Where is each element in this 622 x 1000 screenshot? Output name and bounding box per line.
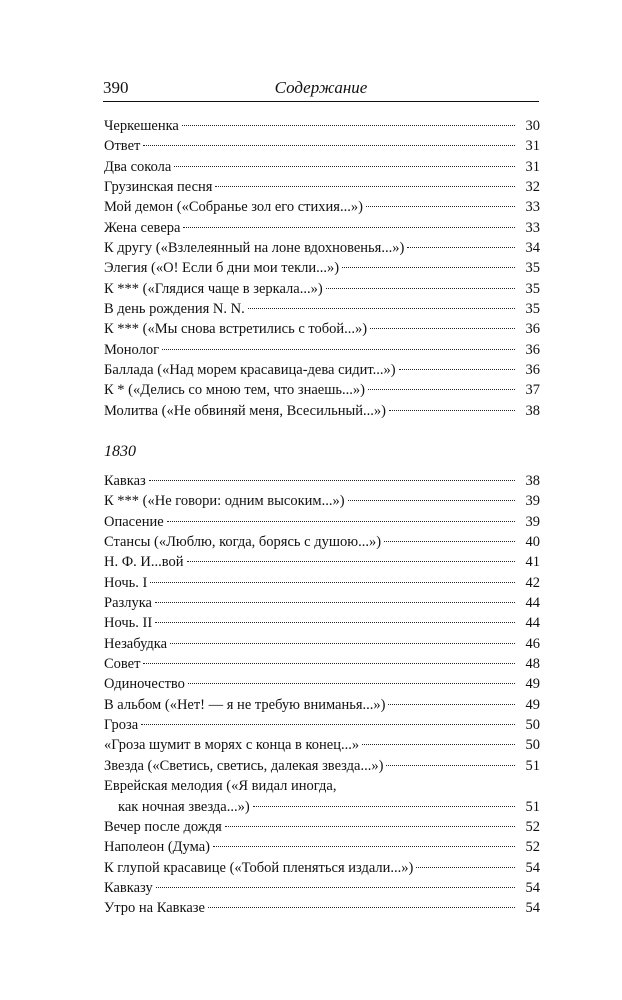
toc-entry-title: К *** («Мы снова встретились с тобой...»): [104, 321, 368, 338]
toc-entry-page: 44: [525, 615, 540, 632]
toc-entry[interactable]: [104, 613, 540, 633]
toc-entry-page: 51: [525, 798, 540, 815]
toc-entry-page: 50: [525, 737, 540, 754]
toc-entry[interactable]: [104, 817, 540, 837]
toc-entry-page: 33: [525, 219, 540, 236]
toc-entry[interactable]: [104, 634, 540, 654]
dot-leader: [225, 826, 515, 827]
toc-entry[interactable]: [104, 380, 540, 400]
toc-entry-page: 52: [525, 818, 540, 835]
header-rule: [103, 101, 539, 102]
toc-entry-title: Гроза: [104, 717, 139, 734]
toc-entry-title: Одиночество: [104, 676, 185, 693]
toc-entry[interactable]: [104, 197, 540, 217]
toc-entry[interactable]: [104, 593, 540, 613]
dot-leader: [143, 145, 515, 146]
toc-entry-page: 50: [525, 717, 540, 734]
toc-entry-line2: [104, 797, 540, 817]
toc-entry-page: 51: [525, 757, 540, 774]
toc-entry-title-line1: Еврейская мелодия («Я видал иногда,: [104, 778, 337, 795]
dot-leader: [174, 166, 515, 167]
dot-leader: [208, 907, 515, 908]
toc-entry-multiline[interactable]: [104, 776, 540, 817]
dot-leader: [348, 500, 515, 501]
toc-entry-title: Ответ: [104, 138, 141, 155]
toc-entry-page: 35: [525, 260, 540, 277]
dot-leader: [407, 247, 515, 248]
toc-entry-title: Жена севера: [104, 219, 181, 236]
toc-entry-title: Совет: [104, 656, 141, 673]
toc-section-1830: [104, 471, 540, 919]
toc-entry[interactable]: [104, 858, 540, 878]
dot-leader: [386, 765, 515, 766]
toc-entry-page: 42: [525, 574, 540, 591]
toc-entry-page: 35: [525, 280, 540, 297]
toc-entry-title: Н. Ф. И...вой: [104, 554, 184, 571]
toc-entry-title: «Гроза шумит в морях с конца в конец...»: [104, 737, 360, 754]
dot-leader: [362, 744, 515, 745]
toc-entry[interactable]: [104, 238, 540, 258]
dot-leader: [389, 410, 515, 411]
toc-entry[interactable]: [104, 552, 540, 572]
dot-leader: [213, 846, 515, 847]
toc-entry-page: 44: [525, 595, 540, 612]
dot-leader: [141, 724, 515, 725]
toc-entry[interactable]: [104, 116, 540, 136]
running-title: Содержание: [274, 78, 368, 97]
toc-entry-title: Вечер после дождя: [104, 818, 222, 835]
toc-entry[interactable]: [104, 878, 540, 898]
toc-entry[interactable]: [104, 837, 540, 857]
toc-entry[interactable]: [104, 756, 540, 776]
dot-leader: [384, 541, 515, 542]
dot-leader: [155, 602, 515, 603]
toc-entry[interactable]: [104, 532, 540, 552]
toc-entry-title: Баллада («Над морем красавица-дева сидит...»): [104, 362, 396, 379]
toc-entry[interactable]: [104, 471, 540, 491]
toc-entry[interactable]: [104, 177, 540, 197]
toc-entry-title: Мой демон («Собранье зол его стихия...»): [104, 199, 363, 216]
toc-entry-title: Кавказ: [104, 473, 146, 489]
toc-entry[interactable]: [104, 218, 540, 238]
toc-entry-title: Кавказу: [104, 879, 153, 896]
dot-leader: [366, 206, 515, 207]
toc-entry-title: К *** («Глядися чаще в зеркала...»): [104, 280, 323, 297]
toc-entry-page: 38: [525, 402, 540, 419]
toc-entry-page: 40: [525, 534, 540, 551]
toc-entry-page: 32: [525, 179, 540, 196]
toc-entry-title: Молитва («Не обвиняй меня, Всесильный...»): [104, 402, 386, 419]
dot-leader: [187, 561, 515, 562]
toc-entry[interactable]: [104, 157, 540, 177]
toc-entry-page: 35: [525, 301, 540, 318]
dot-leader: [149, 480, 515, 481]
toc-entry-title: Утро на Кавказе: [104, 900, 205, 917]
dot-leader: [253, 806, 515, 807]
dot-leader: [215, 186, 515, 187]
toc-entry-page: 49: [525, 676, 540, 693]
dot-leader: [416, 867, 515, 868]
toc-entry-page: 36: [525, 341, 540, 358]
toc-entry[interactable]: [104, 360, 540, 380]
toc-entry-title: К * («Делись со мною тем, что знаешь...»): [104, 382, 365, 399]
toc-entry-title: Наполеон (Дума): [104, 839, 210, 856]
dot-leader: [388, 704, 515, 705]
dot-leader: [150, 582, 515, 583]
toc-entry-page: 49: [525, 696, 540, 713]
toc-entry-title: Черкешенка: [104, 118, 179, 134]
toc-entry[interactable]: [104, 401, 540, 421]
toc-entry-page: 31: [525, 138, 540, 155]
toc-entry-title: К другу («Взлелеянный на лоне вдохновенья...»): [104, 240, 405, 257]
toc-entry[interactable]: [104, 512, 540, 532]
toc-entry-page: 30: [525, 118, 540, 134]
toc-entry-page: 41: [525, 554, 540, 571]
dot-leader: [155, 622, 515, 623]
page-header: [103, 78, 539, 100]
toc-entry-title-line2: как ночная звезда...»): [118, 798, 250, 815]
toc-entry-page: 54: [525, 859, 540, 876]
toc-entry-title: Грузинская песня: [104, 179, 213, 196]
dot-leader: [170, 643, 515, 644]
toc-entry-title: К глупой красавице («Тобой пленяться издали...»): [104, 859, 414, 876]
toc-entry[interactable]: [104, 735, 540, 755]
dot-leader: [368, 389, 515, 390]
toc-entry[interactable]: [104, 674, 540, 694]
dot-leader: [188, 683, 515, 684]
dot-leader: [183, 227, 515, 228]
toc-entry[interactable]: [104, 715, 540, 735]
toc-entry-page: 54: [525, 900, 540, 917]
year-heading: 1830: [104, 443, 136, 460]
dot-leader: [143, 663, 515, 664]
toc-entry-page: 54: [525, 879, 540, 896]
dot-leader: [248, 308, 515, 309]
toc-entry-page: 52: [525, 839, 540, 856]
toc-entry-title: Два сокола: [104, 158, 172, 175]
dot-leader: [162, 349, 515, 350]
toc-entry-title: Монолог: [104, 341, 160, 358]
toc-entry-page: 36: [525, 362, 540, 379]
toc-entry-page: 39: [525, 493, 540, 510]
dot-leader: [182, 125, 515, 126]
toc-entry[interactable]: [104, 695, 540, 715]
toc-entry-title: Ночь. I: [104, 574, 148, 591]
toc-entry-page: 38: [525, 473, 540, 489]
toc-entry[interactable]: [104, 573, 540, 593]
toc-entry[interactable]: [104, 491, 540, 511]
toc-entry-title: В альбом («Нет! — я не требую вниманья...»): [104, 696, 386, 713]
toc-entry-title: Элегия («О! Если б дни мои текли...»): [104, 260, 340, 277]
toc-entry-title: Опасение: [104, 513, 164, 530]
dot-leader: [370, 328, 515, 329]
dot-leader: [156, 887, 515, 888]
toc-entry-page: 37: [525, 382, 540, 399]
toc-entry-page: 48: [525, 656, 540, 673]
page-number: 390: [103, 78, 129, 97]
toc-entry-title: К *** («Не говори: одним высоким...»): [104, 493, 345, 510]
dot-leader: [167, 521, 515, 522]
toc-entry-page: 36: [525, 321, 540, 338]
toc-entry-page: 39: [525, 513, 540, 530]
dot-leader: [399, 369, 515, 370]
toc-entry[interactable]: [104, 136, 540, 156]
toc-entry-title: Незабудка: [104, 635, 168, 652]
toc-entry[interactable]: [104, 340, 540, 360]
toc-entry-title: Стансы («Люблю, когда, борясь с душою...»): [104, 534, 382, 551]
toc-entry-title: Звезда («Светись, светись, далекая звезда...»): [104, 757, 384, 774]
toc-entry-page: 33: [525, 199, 540, 216]
toc-entry-page: 46: [525, 635, 540, 652]
toc-entry-page: 34: [525, 240, 540, 257]
dot-leader: [326, 288, 515, 289]
toc-entry-title: Разлука: [104, 595, 152, 612]
toc-entry[interactable]: [104, 279, 540, 299]
toc-entry-title: В день рождения N. N.: [104, 301, 245, 318]
dot-leader: [342, 267, 515, 268]
toc-entry[interactable]: [104, 299, 540, 319]
toc-entry[interactable]: [104, 319, 540, 339]
toc-section-1: [104, 116, 540, 421]
toc-entry-page: 31: [525, 158, 540, 175]
toc-entry[interactable]: [104, 258, 540, 278]
toc-entry[interactable]: [104, 898, 540, 918]
toc-entry-title: Ночь. II: [104, 615, 153, 632]
toc-entry[interactable]: [104, 654, 540, 674]
